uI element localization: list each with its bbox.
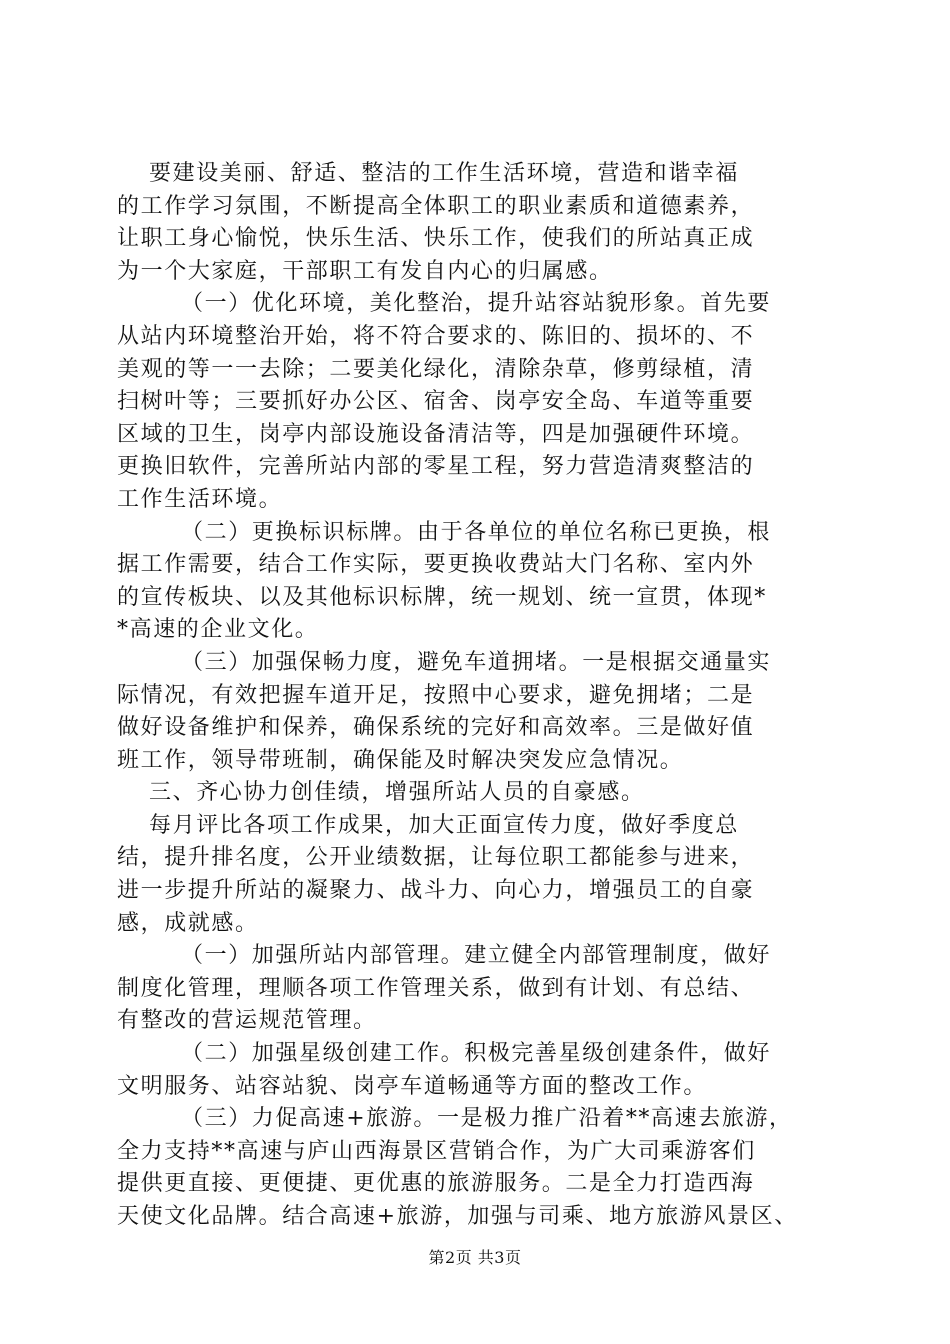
text-line: 区域的卫生，岗亭内部设施设备清洁等，四是加强硬件环境。 [117,421,755,447]
text-line: 要建设美丽、舒适、整洁的工作生活环境，营造和谐幸福 [149,161,740,186]
text-line: 据工作需要，结合工作实际，要更换收费站大门名称、室内外 [117,552,755,578]
text-line: 从站内环境整治开始，将不符合要求的、陈旧的、损坏的、不 [117,323,755,349]
text-line: 扫树叶等；三要抓好办公区、宿舍、岗亭安全岛、车道等重要 [117,389,755,415]
text-line: 的宣传板块、以及其他标识标牌，统一规划、统一宣贯，体现* [117,584,767,610]
text-line: 文明服务、站容站貌、岗亭车道畅通等方面的整改工作。 [117,1073,708,1099]
text-line: 际情况，有效把握车道开足，按照中心要求，避免拥堵；二是 [117,682,755,708]
text-line: 美观的等一一去除；二要美化绿化，清除杂草，修剪绿植，清 [117,356,755,382]
text-line: 制度化管理，理顺各项工作管理关系，做到有计划、有总结、 [117,975,755,1001]
text-line: 让职工身心愉悦，快乐生活、快乐工作，使我们的所站真正成 [117,226,755,252]
document-body [117,158,837,1234]
text-line: 更换旧软件，完善所站内部的零星工程，努力营造清爽整洁的 [117,454,755,480]
text-line: （一）加强所站内部管理。建立健全内部管理制度，做好 [181,943,772,969]
page-footer: 第2页 共3页 [428,1248,522,1267]
text-line: *高速的企业文化。 [117,617,319,643]
text-line: 三、齐心协力创佳绩，增强所站人员的自豪感。 [149,780,645,806]
text-line: 班工作，领导带班制，确保能及时解决突发应急情况。 [117,747,684,773]
text-line: 全力支持**高速与庐山西海景区营销合作，为广大司乘游客们 [117,1138,756,1164]
text-line: 结，提升排名度，公开业绩数据，让每位职工都能参与进来， [117,845,755,871]
text-line: 有整改的营运规范管理。 [117,1008,377,1034]
text-line: （三）加强保畅力度，避免车道拥堵。一是根据交通量实 [181,649,772,675]
text-line: 工作生活环境。 [117,486,283,512]
text-line: （三）力促高速+旅游。一是极力推广沿着**高速去旅游， [181,1106,793,1132]
text-line: （一）优化环境，美化整治，提升站容站貌形象。首先要 [181,291,772,317]
text-line: 进一步提升所站的凝聚力、战斗力、向心力，增强员工的自豪 [117,878,755,904]
text-line: 感，成就感。 [117,910,259,936]
text-line: （二）加强星级创建工作。积极完善星级创建条件，做好 [181,1041,772,1067]
text-line: 提供更直接、更便捷、更优惠的旅游服务。二是全力打造西海 [117,1171,755,1197]
text-line: 每月评比各项工作成果，加大正面宣传力度，做好季度总 [149,812,740,838]
text-line: （二）更换标识标牌。由于各单位的单位名称已更换，根 [181,519,772,545]
text-line: 做好设备维护和保养，确保系统的完好和高效率。三是做好值 [117,715,755,741]
text-line: 天使文化品牌。结合高速+旅游，加强与司乘、地方旅游风景区、 [117,1204,798,1229]
text-line: 为一个大家庭，干部职工有发自内心的归属感。 [117,258,613,284]
text-line: 的工作学习氛围，不断提高全体职工的职业素质和道德素养， [117,193,755,219]
